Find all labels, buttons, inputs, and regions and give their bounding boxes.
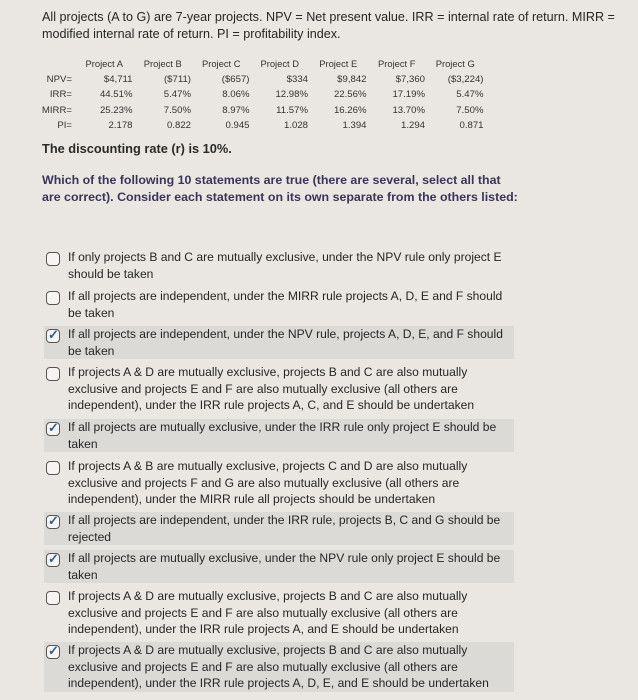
checkmark-icon: ✓ [48,420,59,435]
table-cell: 1.028 [283,120,308,132]
table-cell: ($711) [163,73,191,85]
discount-rate-text: The discounting rate (r) is 10%. [42,141,232,156]
table-cell: 11.57% [276,104,308,116]
statement-option-4[interactable] [44,364,514,414]
checkbox[interactable] [46,422,60,436]
table-cell: 17.19% [392,89,425,101]
table-header: Project C [201,58,241,70]
row-label: NPV= [46,73,72,85]
checkbox[interactable] [46,461,60,475]
checkbox[interactable] [46,515,60,529]
table-cell: 1.294 [400,120,425,132]
table-cell: 2.178 [108,120,133,132]
checkmark-icon: ✓ [48,327,59,342]
checkmark-icon: ✓ [48,643,59,658]
row-label: IRR= [49,89,72,101]
table-cell: 5.47% [456,89,484,101]
table-cell: 13.70% [392,104,425,116]
checkbox[interactable] [46,645,60,659]
row-label: MIRR= [41,104,72,116]
statement-text: If projects A & B are mutually exclusive, projects C and D are also mutually exclusive and projects F and G are also mutually exclusive (all others are independent), under the MIRR rule all projects should be undertaken [68,459,468,506]
table-cell: 22.56% [333,89,367,101]
table-cell: 1.394 [342,120,367,132]
checkmark-icon: ✓ [48,513,59,528]
statement-option-3[interactable] [44,326,514,359]
table-cell: 8.97% [222,104,250,116]
table-row-npv [28,72,518,88]
statement-text: If projects A & D are mutually exclusive, projects B and C are also mutually exclusive and projects E and F are also mutually exclusive (all others are independent), under the IRR rule projects A, D, E, and E should be undertaken [68,643,489,690]
checkbox[interactable] [46,367,60,381]
table-header: Project G [435,58,475,70]
table-cell: $7,360 [395,73,425,85]
question-text: Which of the following 10 statements are true (there are several, select all that are correct). Consider each statement on its own separate from the others listed: [42,173,518,204]
table-cell: ($657) [221,73,250,85]
table-row-irr [28,87,518,103]
statement-option-7[interactable] [44,512,514,545]
table-row-pi [28,118,518,134]
table-cell: 25.23% [99,104,133,116]
table-header: Project B [143,58,182,70]
checkbox[interactable] [46,591,60,605]
statement-option-9[interactable] [44,588,514,638]
projects-table [28,56,518,134]
table-cell: ($3,224) [447,73,484,85]
table-cell: 7.50% [456,104,484,116]
intro-text: All projects (A to G) are 7-year projects. NPV = Net present value. IRR = internal rate of return. MIRR = modified internal rate of return. PI = profitability index. [42,10,615,41]
statement-text: If projects A & D are mutually exclusive, projects B and C are also mutually exclusive and projects E and F are also mutually exclusive (all others are independent), under the IRR rule projects A, and E should be undertaken [68,589,468,636]
checkmark-icon: ✓ [48,551,59,566]
statement-text: If all projects are mutually exclusive, under the IRR rule only project E should be taken [68,420,497,451]
statement-option-6[interactable] [44,458,514,508]
statement-option-2[interactable] [44,288,514,321]
table-header-row [28,56,518,72]
table-cell: 7.50% [163,104,191,116]
statement-text: If all projects are independent, under the NPV rule, projects A, D, E, and F should be taken [68,327,503,358]
statement-option-1[interactable] [44,249,514,282]
statement-text: If only projects B and C are mutually exclusive, under the NPV rule only project E should be taken [68,250,502,281]
table-cell: 8.06% [222,89,250,101]
table-cell: 0.945 [225,120,250,132]
table-cell: 5.47% [163,89,191,101]
statement-option-10[interactable] [44,642,514,692]
table-cell: 12.98% [275,89,308,101]
table-header: Project F [377,58,416,70]
table-row-mirr [28,103,518,119]
table-cell: $9,842 [337,73,367,85]
table-cell: 0.822 [166,120,191,132]
row-label: PI= [57,120,72,132]
statement-text: If all projects are mutually exclusive, under the NPV rule only project E should be taken [68,551,501,582]
table-header: Project D [260,58,300,70]
checkbox[interactable] [46,329,60,343]
statement-text: If all projects are independent, under the IRR rule, projects B, C and G should be rejected [68,513,501,544]
table-cell: $4,711 [103,73,133,85]
table-cell: 16.26% [333,104,367,116]
table-cell: 0.871 [459,120,484,132]
statement-option-5[interactable] [44,419,514,452]
table-header: Project A [85,58,124,70]
checkbox[interactable] [46,291,60,305]
checkbox[interactable] [46,553,60,567]
checkbox[interactable] [46,252,60,266]
table-cell: 44.51% [99,89,133,101]
table-cell: $334 [286,73,308,85]
statement-text: If all projects are independent, under the MIRR rule projects A, D, E and F should be taken [68,289,503,320]
statement-option-8[interactable] [44,550,514,583]
table-header: Project E [319,58,358,70]
statement-text: If projects A & D are mutually exclusive, projects B and C are also mutually exclusive and projects E and F are also mutually exclusive (all others are independent), under the IRR rule projects A, C, and E should be undertaken [68,365,475,412]
